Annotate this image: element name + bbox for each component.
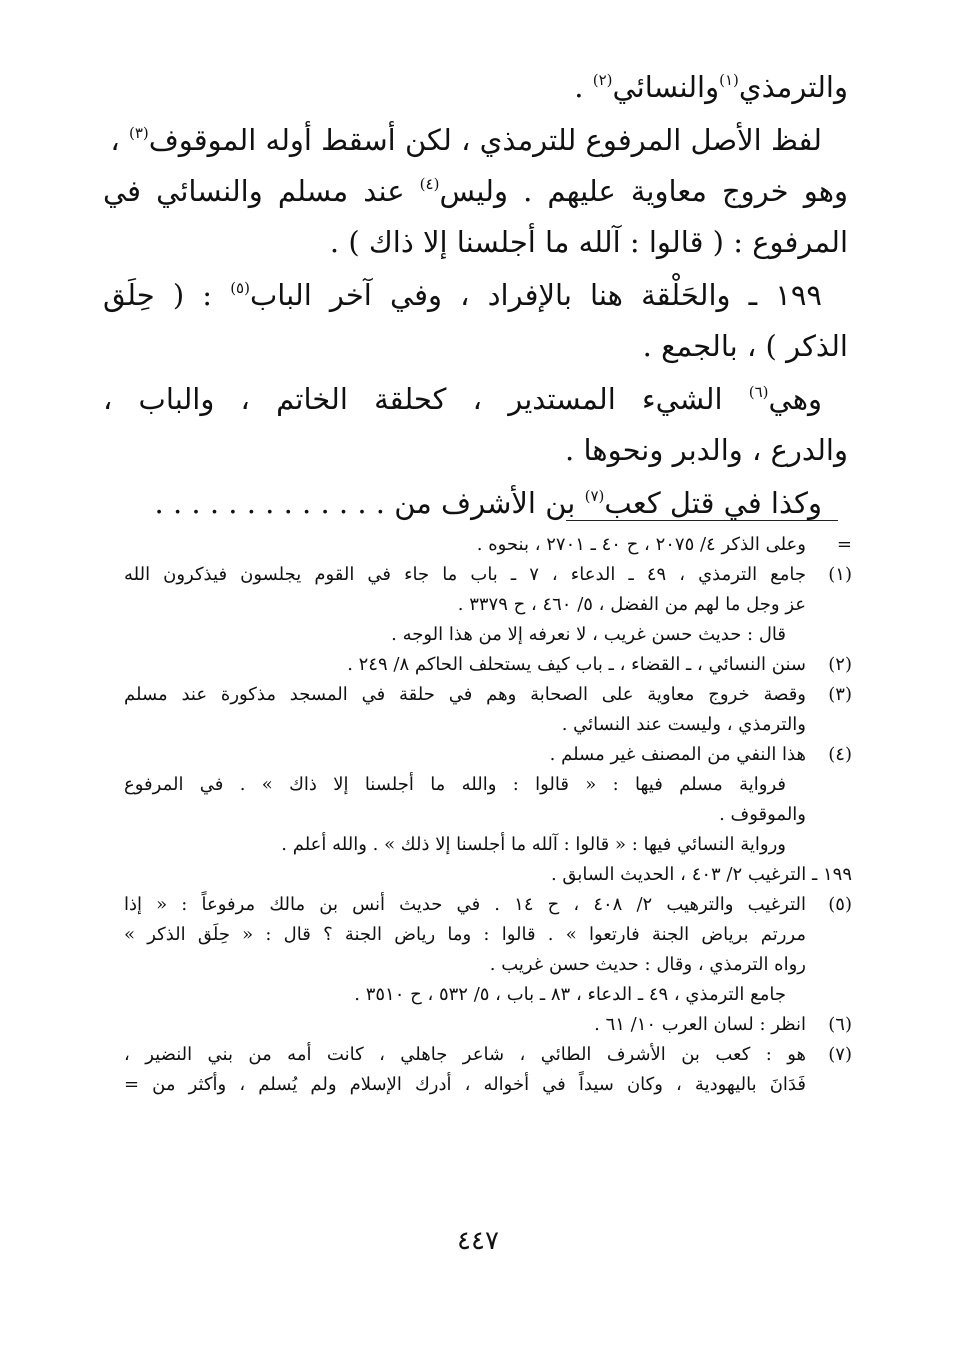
main-text (103, 62, 848, 529)
continuation-marker: = (836, 534, 852, 555)
main-line-3 (103, 166, 848, 217)
footnote-6 (124, 1010, 852, 1040)
footnote-line: الترغيب والترهيب ٢/ ٤٠٨ ، ح ١٤ . في حديث أنس بن مالك مرفوعاً : « إذا (124, 894, 806, 915)
footnote-ref-3[interactable]: (٣) (128, 124, 149, 142)
footnote-line: قال : حديث حسن غريب ، لا نعرفه إلا من هذا الوجه . (391, 624, 786, 645)
footnote-line: هو : كعب بن الأشرف الطائي ، شاعر جاهلي ، كانت أمه من بني النضير ، (124, 1044, 806, 1065)
footnote-number: (١) (828, 564, 852, 585)
main-line-4: المرفوع : ( قالوا : آلله ما أجلسنا إلا ذاك ) . (329, 225, 848, 259)
footnote-number: (٦) (828, 1014, 852, 1035)
main-line-2 (103, 115, 848, 166)
footnote-ref-6[interactable]: (٦) (748, 383, 769, 401)
footnote-7 (124, 1040, 852, 1100)
footnote-line: جامع الترمذي ، ٤٩ ـ الدعاء ، ٧ ـ باب ما جاء في القوم يجلسون فيذكرون الله (124, 564, 806, 585)
text-run: ، (110, 123, 129, 157)
text-run: والنسائي (612, 70, 720, 104)
text-run: ١٩٩ ـ والحَلْقة هنا بالإفراد ، وفي آخر الباب (249, 278, 822, 312)
main-line-6: الذكر ) ، بالجمع . (642, 329, 848, 363)
footnote-number: (٤) (828, 744, 852, 765)
footnote-ref-7[interactable]: (٧) (584, 487, 605, 505)
text-run: بن الأشرف من (394, 486, 585, 520)
footnote-ref-5[interactable]: (٥) (230, 279, 250, 297)
main-line-7 (103, 374, 848, 425)
footnote-line: والموقوف . (719, 804, 806, 825)
text-run: لفظ الأصل المرفوع للترمذي ، لكن أسقط أوله الموقوف (148, 123, 822, 157)
text-run: الشيء المستدير ، كحلقة الخاتم ، والباب ، (103, 382, 749, 416)
text-run: والترمذي (738, 70, 848, 104)
footnote-line: فَدَانَ باليهودية ، وكان سيداً في أخواله ، أدرك الإسلام ولم يُسلم ، وأكثر من = (124, 1074, 806, 1095)
footnote-number: (٧) (828, 1044, 852, 1065)
footnote-line: وقصة خروج معاوية على الصحابة وهم في حلقة في المسجد مذكورة عند مسلم (124, 684, 806, 705)
footnote-line: انظر : لسان العرب ١٠/ ٦١ . (594, 1014, 806, 1035)
footnote-line: جامع الترمذي ، ٤٩ ـ الدعاء ، ٨٣ ـ باب ، ٥/ ٥٣٢ ، ح ٣٥١٠ . (354, 984, 786, 1005)
page-number: ٤٤٧ (457, 1226, 499, 1256)
text-run: عند مسلم والنسائي في (103, 174, 420, 208)
text-run: : ( حِلَق (103, 278, 231, 312)
footnote-5 (124, 890, 852, 1010)
footnote-line: والترمذي ، وليست عند النسائي . (561, 714, 806, 735)
footnote-separator (566, 520, 838, 521)
footnote-line: عز وجل ما لهم من الفضل ، ٥/ ٤٦٠ ، ح ٣٣٧٩ . (457, 594, 806, 615)
footnote-number: (٥) (828, 894, 852, 915)
main-line-8: والدرع ، والدبر ونحوها . (565, 433, 848, 467)
footnote-3 (124, 680, 852, 740)
footnote-2 (124, 650, 852, 680)
main-line-1 (103, 62, 848, 113)
footnotes (124, 530, 852, 1100)
footnote-number: (٣) (828, 684, 852, 705)
text-run: وهي (768, 382, 822, 416)
footnote-line: فرواية مسلم فيها : « قالوا : والله ما أجلسنا إلا ذاك » . في المرفوع (124, 774, 786, 795)
text-run: . (574, 70, 593, 104)
hadith-199-source: ١٩٩ ـ الترغيب ٢/ ٤٠٣ ، الحديث السابق . (550, 864, 852, 885)
footnote-continuation (124, 530, 852, 560)
footnote-line: ورواية النسائي فيها : « قالوا : آلله ما أجلسنا إلا ذلك » . والله أعلم . (281, 834, 786, 855)
footnote-line: هذا النفي من المصنف غير مسلم . (549, 744, 806, 765)
text-run: وهو خروج معاوية عليهم . وليس (439, 174, 848, 208)
footnote-1 (124, 560, 852, 650)
main-line-5 (103, 270, 848, 321)
footnote-line: سنن النسائي ، ـ القضاء ، ـ باب كيف يستحلف الحاكم ٨/ ٢٤٩ . (347, 654, 806, 675)
footnote-ref-4[interactable]: (٤) (419, 175, 440, 193)
text-run: وكذا في قتل كعب (604, 486, 822, 520)
footnote-ref-1[interactable]: (١) (719, 71, 739, 89)
continuation-dots: . . . . . . . . . . . . . (154, 486, 385, 520)
footnote-ref-2[interactable]: (٢) (592, 71, 613, 89)
footnote-4 (124, 740, 852, 860)
footnote-line: مررتم برياض الجنة فارتعوا » . قالوا : وما رياض الجنة ؟ قال : « حِلَق الذكر » (124, 924, 806, 945)
footnote-number: (٢) (828, 654, 852, 675)
footnote-line: رواه الترمذي ، وقال : حديث حسن غريب . (489, 954, 806, 975)
main-line-9 (103, 478, 848, 529)
footnote-line: وعلى الذكر ٤/ ٢٠٧٥ ، ح ٤٠ ـ ٢٧٠١ ، بنحوه . (476, 534, 806, 555)
